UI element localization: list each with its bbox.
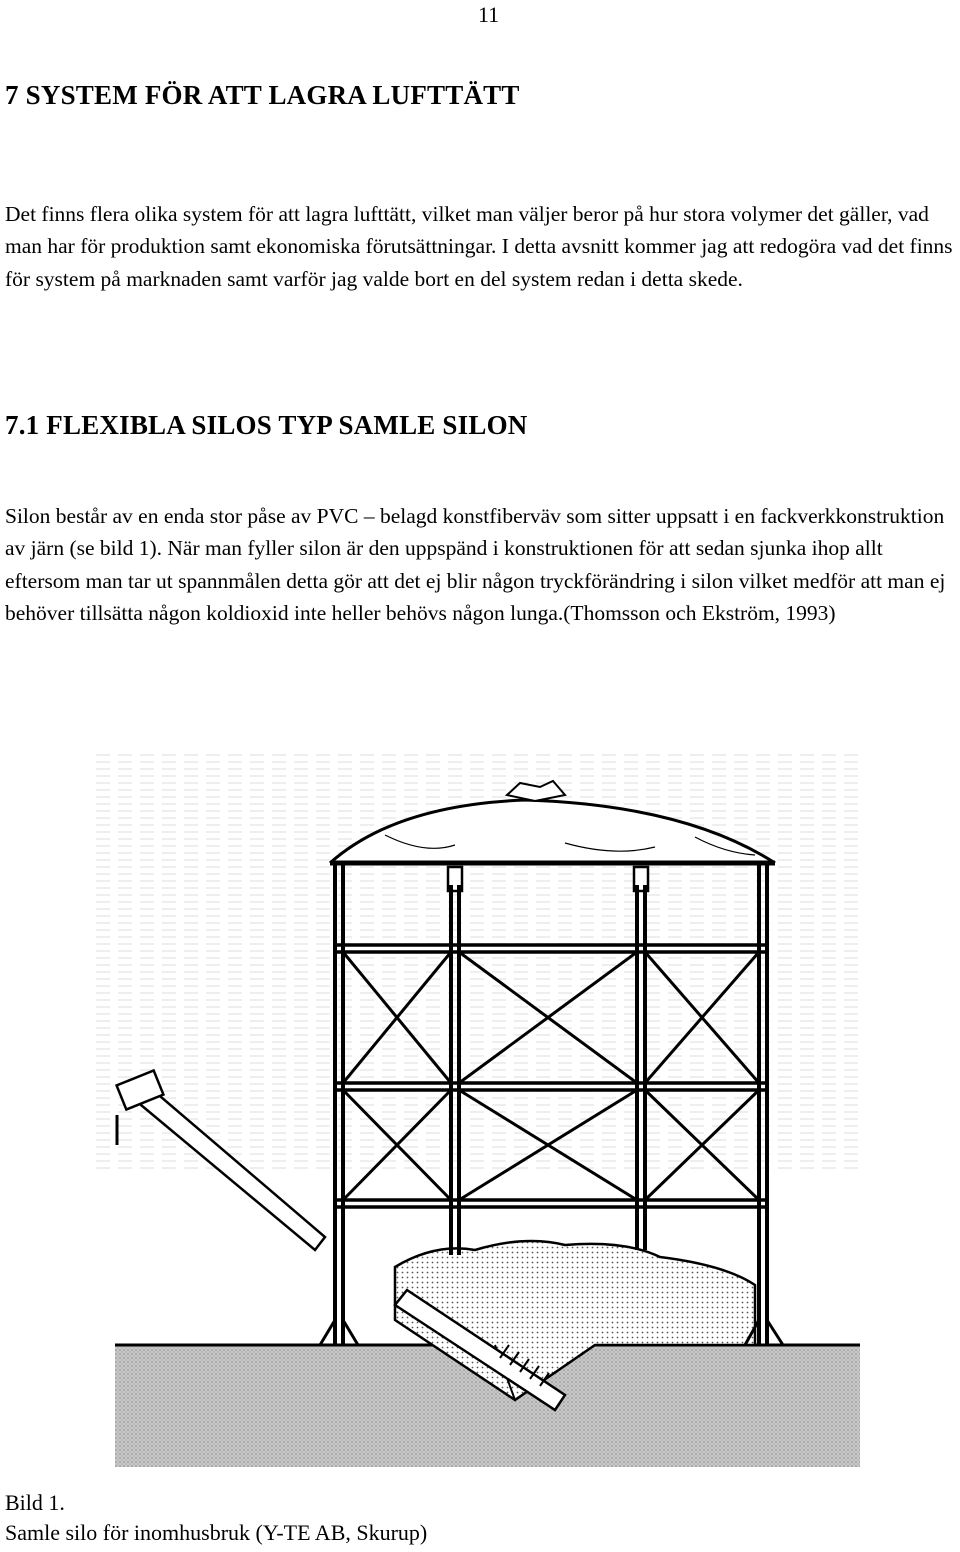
page-number: 11 <box>478 2 500 27</box>
silo-illustration <box>95 745 860 1470</box>
figure-caption-label: Bild 1. <box>5 1490 65 1515</box>
intro-paragraph: Det finns flera olika system för att lagra lufttätt, vilket man väljer beror på hur stora volymer det gäller, vad man har för produktion samt ekonomiska förutsättningar. I detta avsnitt kommer jag att redogöra vad det finns för system på marknaden samt varför jag valde bort en del system redan i detta skede. <box>5 202 953 291</box>
silo-figure <box>95 745 860 1470</box>
left-foot <box>320 1320 358 1345</box>
silo-description-paragraph: Silon består av en enda stor påse av PVC – belagd konstfiberväv som sitter uppsatt i en fackverkkonstruktion av järn (se bild 1). När man fyller silon är den uppspänd i konstruktionen för att sedan sjunka ihop allt eftersom man tar ut spannmålen detta gör att det ej blir någon tryckförändring i silon vilket medför att man ej behöver tillsätta någon koldioxid inte heller behövs någon lunga.(Thomsson och Ekström, 1993) <box>5 504 946 625</box>
subsection-title: 7.1 FLEXIBLA SILOS TYP SAMLE SILON <box>5 410 528 440</box>
figure-caption-text: Samle silo för inomhusbruk (Y-TE AB, Skurup) <box>5 1520 428 1545</box>
section-title: 7 SYSTEM FÖR ATT LAGRA LUFTTÄTT <box>5 80 520 110</box>
